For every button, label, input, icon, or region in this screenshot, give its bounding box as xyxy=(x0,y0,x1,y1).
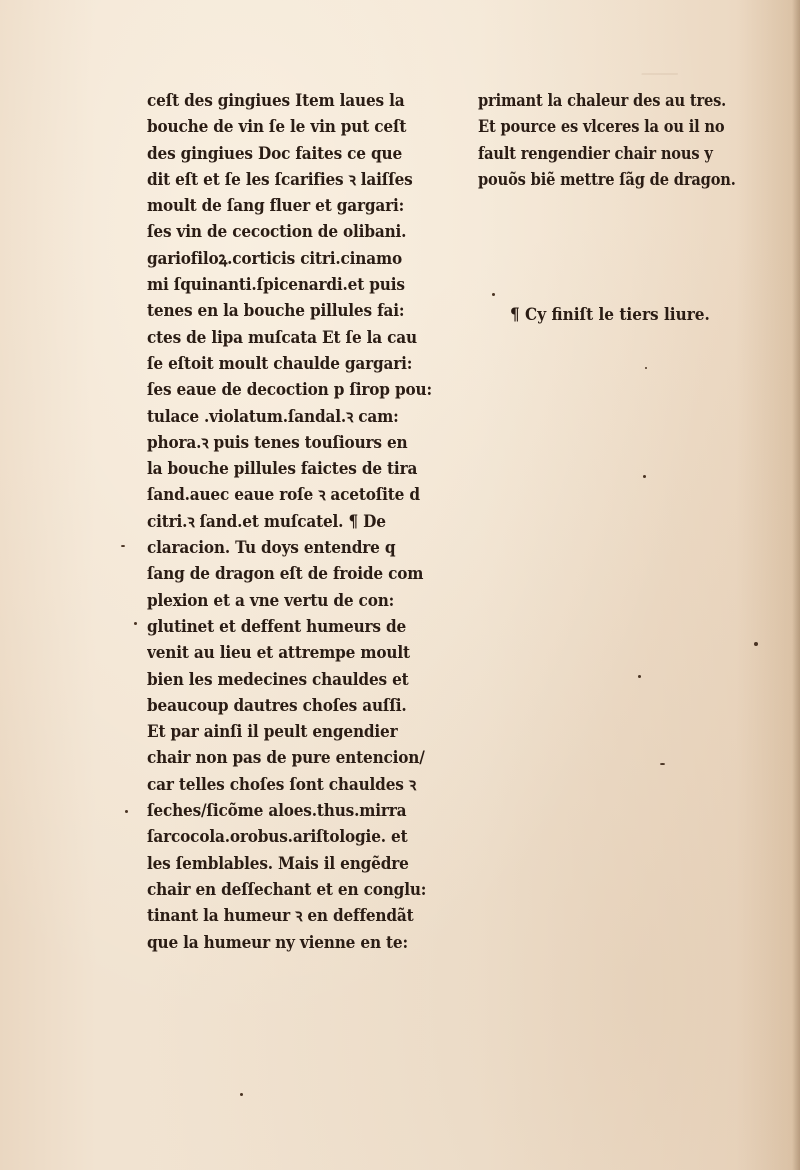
ink-speck xyxy=(240,1093,243,1096)
text-line: gariofiloꝝ.corticis citri.cinamo xyxy=(147,248,403,269)
text-line: phora.ꝛ puis tenes touſiours en xyxy=(147,432,408,453)
text-line: primant la chaleur des au tres. xyxy=(478,91,727,111)
text-line: moult de ſang fluer et gargari: xyxy=(147,196,405,217)
text-line: ſe eſtoit moult chaulde gargari: xyxy=(147,353,413,374)
text-line: ſeches/ſicõme aloes.thus.mirra xyxy=(147,801,407,822)
text-line: Et par ainſi il peult engendier xyxy=(147,722,398,743)
text-line: tulace .violatum.ſandal.ꝛ cam: xyxy=(147,406,399,427)
ink-speck xyxy=(643,475,646,478)
text-line: la bouche pillules faictes de tira xyxy=(147,459,418,480)
text-line: pouõs biẽ mettre ſãg de dragon. xyxy=(478,169,736,190)
text-line: plexion et a vne vertu de con: xyxy=(147,590,395,611)
text-line: les ſemblables. Mais il engẽdre xyxy=(147,853,409,874)
text-line: citri.ꝛ ſand.et muſcatel. ¶ De xyxy=(147,511,386,532)
explicit-line: ¶ Cy finiſt le tiers liure. xyxy=(510,305,710,325)
text-line: car telles choſes ſont chauldes ꝛ xyxy=(147,774,416,795)
ink-speck xyxy=(754,642,758,646)
text-line: chair en deſſechant et en conglu: xyxy=(147,879,427,900)
text-line: glutinet et deffent humeurs de xyxy=(147,616,407,637)
text-line: ſarcocola.orobus.ariſtologie. et xyxy=(147,827,408,848)
text-line: ceſt des gingiues Item laues la xyxy=(147,91,405,111)
text-line: venit au lieu et attrempe moult xyxy=(147,643,410,664)
text-line: ſes vin de cecoction de olibani. xyxy=(147,222,407,243)
text-line: des gingiues Doc faites ce que xyxy=(147,143,403,164)
text-line: tinant la humeur ꝛ en deffendãt xyxy=(147,906,414,927)
text-line: que la humeur ny vienne en te: xyxy=(147,932,408,953)
text-line: beaucoup dautres choſes auſſi. xyxy=(147,695,407,716)
page-edge-shadow xyxy=(792,0,800,1170)
text-line: ſand.auec eaue roſe ꝛ acetoſite d xyxy=(147,485,420,506)
left-text-column xyxy=(147,88,472,956)
ink-speck xyxy=(121,545,125,547)
right-text-column xyxy=(478,88,778,193)
bleed-through-top: ⸻ xyxy=(640,64,678,82)
text-line: tenes en la bouche pillules fai: xyxy=(147,301,405,322)
text-line: claracion. Tu doys entendre q xyxy=(147,538,396,559)
ink-speck xyxy=(660,763,665,765)
text-line: Et pource es vlceres la ou il no xyxy=(478,117,725,138)
text-line: ctes de lipa muſcata Et ſe la cau xyxy=(147,327,417,348)
text-line: chair non pas de pure entencion/ xyxy=(147,748,425,769)
ink-speck xyxy=(125,810,128,813)
ink-speck xyxy=(492,293,495,296)
ink-speck xyxy=(134,622,137,625)
ink-speck xyxy=(645,367,647,369)
text-line: ſang de dragon eſt de froide com xyxy=(147,564,424,585)
text-line: ſes eaue de decoction p ſirop pou: xyxy=(147,380,432,401)
text-line: bouche de vin ſe le vin put ceſt xyxy=(147,117,407,138)
text-line: fault rengendier chair nous y xyxy=(478,143,713,164)
text-line: dit eſt et ſe les ſcarifies ꝛ laiſſes xyxy=(147,169,413,190)
text-line: bien les medecines chauldes et xyxy=(147,669,409,690)
ink-speck xyxy=(638,675,641,678)
text-line: mi ſquinanti.ſpicenardi.et puis xyxy=(147,275,405,296)
